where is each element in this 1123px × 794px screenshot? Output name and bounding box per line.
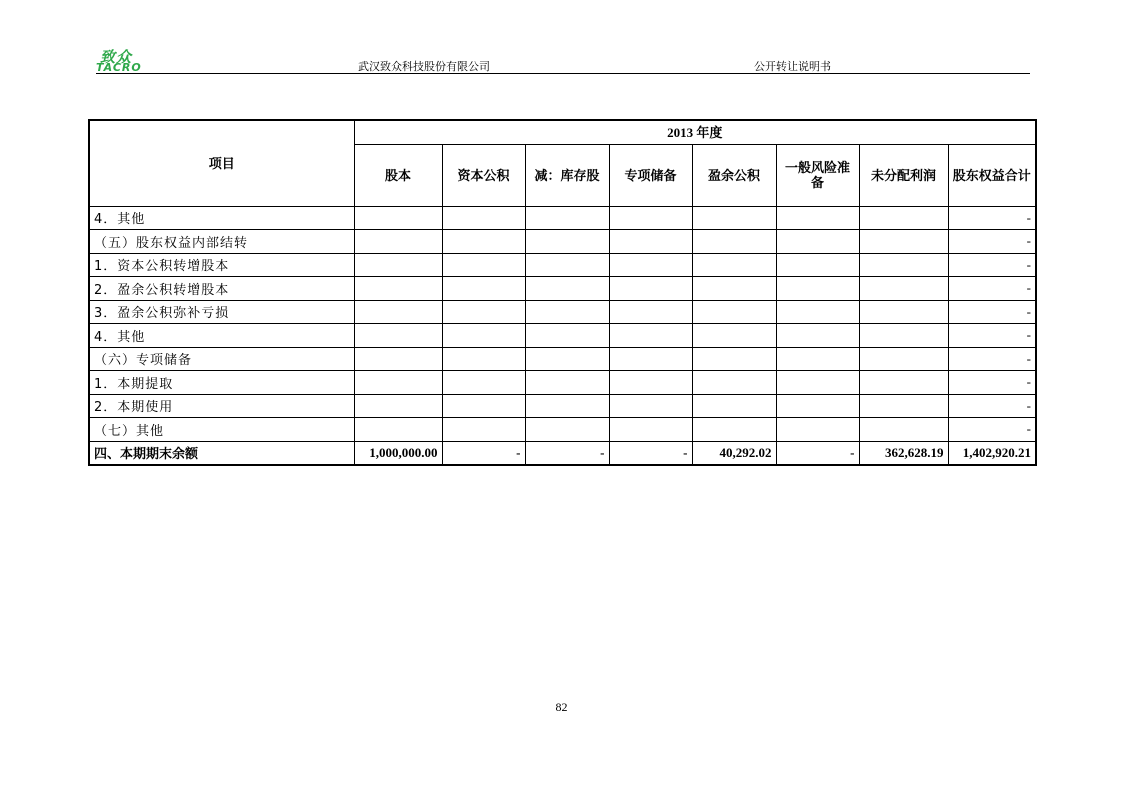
value-cell bbox=[859, 206, 948, 230]
value-cell bbox=[442, 418, 525, 442]
total-row bbox=[89, 441, 1036, 465]
table-row bbox=[89, 394, 1036, 418]
value-cell bbox=[692, 418, 776, 442]
col-header-special-reserve: 专项储备 bbox=[609, 144, 692, 206]
value-cell bbox=[354, 347, 442, 371]
value-cell bbox=[859, 253, 948, 277]
value-cell bbox=[609, 347, 692, 371]
value-cell: - bbox=[948, 300, 1036, 324]
value-cell bbox=[692, 277, 776, 301]
logo-english-text: TACRO bbox=[96, 61, 142, 74]
value-cell bbox=[859, 347, 948, 371]
row-label: 1．资本公积转增股本 bbox=[89, 253, 354, 277]
table-row bbox=[89, 206, 1036, 230]
value-cell bbox=[525, 371, 609, 395]
value-cell bbox=[442, 347, 525, 371]
value-cell bbox=[859, 300, 948, 324]
value-cell bbox=[859, 394, 948, 418]
value-cell bbox=[859, 418, 948, 442]
value-cell bbox=[776, 253, 859, 277]
value-cell bbox=[776, 277, 859, 301]
table-row bbox=[89, 347, 1036, 371]
row-label: 1．本期提取 bbox=[89, 371, 354, 395]
value-cell bbox=[692, 253, 776, 277]
value-cell bbox=[609, 418, 692, 442]
table-row bbox=[89, 230, 1036, 254]
table-row bbox=[89, 324, 1036, 348]
value-cell bbox=[442, 371, 525, 395]
value-cell: - bbox=[948, 324, 1036, 348]
value-cell bbox=[354, 230, 442, 254]
value-cell bbox=[692, 230, 776, 254]
value-cell bbox=[354, 394, 442, 418]
value-cell bbox=[692, 300, 776, 324]
value-cell bbox=[609, 230, 692, 254]
value-cell bbox=[776, 394, 859, 418]
col-header-treasury-stock: 减：库存股 bbox=[525, 144, 609, 206]
value-cell bbox=[525, 253, 609, 277]
value-cell: - bbox=[948, 206, 1036, 230]
value-cell bbox=[442, 253, 525, 277]
value-cell: - bbox=[948, 418, 1036, 442]
year-header: 2013 年度 bbox=[354, 120, 1036, 144]
value-cell bbox=[354, 371, 442, 395]
company-name: 武汉致众科技股份有限公司 bbox=[358, 60, 490, 73]
page-header bbox=[96, 44, 1030, 74]
value-cell bbox=[859, 277, 948, 301]
value-cell: 40,292.02 bbox=[692, 441, 776, 465]
value-cell bbox=[859, 324, 948, 348]
row-label: 2．本期使用 bbox=[89, 394, 354, 418]
value-cell bbox=[776, 230, 859, 254]
value-cell bbox=[776, 324, 859, 348]
row-label: 2．盈余公积转增股本 bbox=[89, 277, 354, 301]
value-cell bbox=[442, 230, 525, 254]
col-header-capital-reserve: 资本公积 bbox=[442, 144, 525, 206]
page-number: 82 bbox=[555, 700, 568, 714]
value-cell bbox=[354, 418, 442, 442]
row-label: （五）股东权益内部结转 bbox=[89, 230, 354, 254]
value-cell bbox=[442, 394, 525, 418]
value-cell: - bbox=[442, 441, 525, 465]
table-row bbox=[89, 253, 1036, 277]
value-cell bbox=[609, 253, 692, 277]
value-cell: 362,628.19 bbox=[859, 441, 948, 465]
value-cell bbox=[692, 347, 776, 371]
value-cell bbox=[354, 324, 442, 348]
value-cell bbox=[692, 324, 776, 348]
table-row bbox=[89, 277, 1036, 301]
value-cell: - bbox=[948, 394, 1036, 418]
value-cell bbox=[525, 230, 609, 254]
value-cell: - bbox=[948, 347, 1036, 371]
value-cell bbox=[692, 394, 776, 418]
row-label: 3．盈余公积弥补亏损 bbox=[89, 300, 354, 324]
value-cell bbox=[525, 300, 609, 324]
row-label: （六）专项储备 bbox=[89, 347, 354, 371]
value-cell bbox=[354, 277, 442, 301]
value-cell: - bbox=[948, 230, 1036, 254]
col-header-surplus-reserve: 盈余公积 bbox=[692, 144, 776, 206]
value-cell bbox=[859, 371, 948, 395]
item-column-header: 项目 bbox=[89, 120, 354, 206]
value-cell bbox=[525, 277, 609, 301]
value-cell bbox=[354, 300, 442, 324]
value-cell bbox=[776, 418, 859, 442]
row-label: 4．其他 bbox=[89, 206, 354, 230]
row-label: 4．其他 bbox=[89, 324, 354, 348]
row-label: （七）其他 bbox=[89, 418, 354, 442]
value-cell bbox=[609, 371, 692, 395]
value-cell: 1,000,000.00 bbox=[354, 441, 442, 465]
value-cell bbox=[525, 347, 609, 371]
value-cell: 1,402,920.21 bbox=[948, 441, 1036, 465]
company-logo bbox=[96, 46, 162, 74]
col-header-total-equity: 股东权益合计 bbox=[948, 144, 1036, 206]
table-row bbox=[89, 371, 1036, 395]
table-body bbox=[89, 206, 1036, 465]
row-label: 四、本期期末余额 bbox=[89, 441, 354, 465]
value-cell: - bbox=[948, 253, 1036, 277]
value-cell bbox=[609, 206, 692, 230]
col-header-share-capital: 股本 bbox=[354, 144, 442, 206]
value-cell bbox=[776, 206, 859, 230]
value-cell bbox=[525, 324, 609, 348]
value-cell: - bbox=[525, 441, 609, 465]
value-cell bbox=[525, 418, 609, 442]
value-cell bbox=[692, 206, 776, 230]
header-divider bbox=[96, 73, 1030, 74]
value-cell: - bbox=[776, 441, 859, 465]
value-cell: - bbox=[948, 277, 1036, 301]
value-cell bbox=[776, 347, 859, 371]
col-header-general-risk-reserve: 一般风险准备 bbox=[776, 144, 859, 206]
value-cell bbox=[442, 324, 525, 348]
value-cell bbox=[609, 394, 692, 418]
value-cell bbox=[609, 324, 692, 348]
equity-change-table bbox=[88, 119, 1037, 466]
value-cell bbox=[442, 206, 525, 230]
value-cell bbox=[609, 277, 692, 301]
value-cell bbox=[859, 230, 948, 254]
value-cell bbox=[354, 206, 442, 230]
table-row bbox=[89, 300, 1036, 324]
value-cell bbox=[442, 300, 525, 324]
col-header-undistributed-profit: 未分配利润 bbox=[859, 144, 948, 206]
logo-chinese-text: 致众 bbox=[100, 48, 133, 66]
value-cell bbox=[354, 253, 442, 277]
value-cell bbox=[442, 277, 525, 301]
value-cell bbox=[525, 206, 609, 230]
value-cell: - bbox=[609, 441, 692, 465]
value-cell bbox=[776, 300, 859, 324]
value-cell bbox=[776, 371, 859, 395]
value-cell bbox=[609, 300, 692, 324]
value-cell bbox=[525, 394, 609, 418]
value-cell bbox=[692, 371, 776, 395]
document-title: 公开转让说明书 bbox=[754, 60, 831, 73]
value-cell: - bbox=[948, 371, 1036, 395]
table-row bbox=[89, 418, 1036, 442]
